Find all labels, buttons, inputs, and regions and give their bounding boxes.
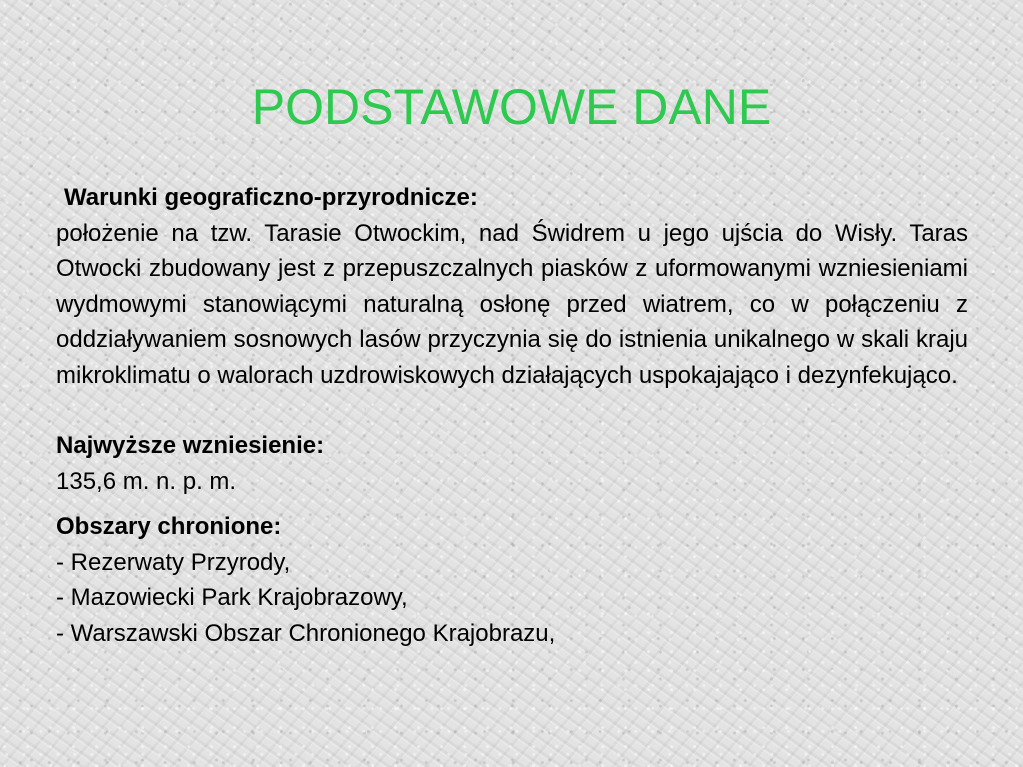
protected-areas-section [56, 509, 968, 651]
geography-text: położenie na tzw. Tarasie Otwockim, nad Świdrem u jego ujścia do Wisły. Taras Otwocki zbudowany jest z przepuszczalnych piasków z uformowanymi wzniesieniami wydmowymi stanowiącymi naturalną osłonę przed wiatrem, co w połączeniu z oddziaływaniem sosnowych lasów przyczynia się do istnienia unikalnego w skali kraju mikroklimatu o walorach uzdrowiskowych działających uspokajająco i dezynfekująco. [56, 219, 968, 389]
geography-heading: Warunki geograficzno-przyrodnicze: [64, 184, 478, 211]
geography-section [56, 180, 968, 393]
protected-areas-list [56, 545, 968, 652]
elevation-section [56, 428, 968, 499]
list-item: - Mazowiecki Park Krajobrazowy, [56, 584, 408, 611]
protected-areas-heading: Obszary chronione: [56, 513, 282, 540]
list-item: - Warszawski Obszar Chronionego Krajobrazu, [56, 619, 556, 647]
elevation-value: 135,6 m. n. p. m. [56, 467, 237, 495]
elevation-heading: Najwyższe wzniesienie: [56, 432, 325, 459]
slide-content [56, 180, 968, 651]
spacer [56, 393, 968, 428]
spacer [56, 499, 968, 509]
list-item: - Rezerwaty Przyrody, [56, 548, 291, 576]
slide-title: PODSTAWOWE DANE [251, 79, 772, 135]
